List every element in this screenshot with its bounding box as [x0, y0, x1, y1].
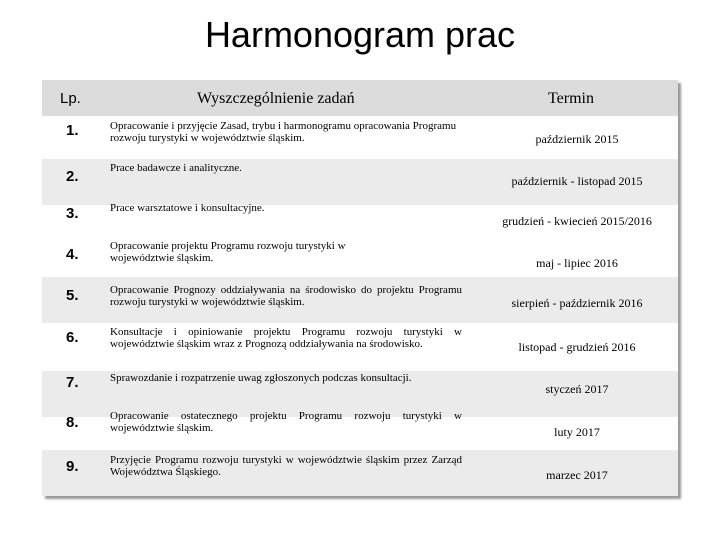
- row-term: sierpień - październik 2016: [511, 296, 643, 310]
- row-term: listopad - grudzień 2016: [518, 340, 636, 354]
- row-number: 7.: [66, 374, 79, 391]
- row-term: luty 2017: [554, 425, 600, 439]
- page-title: Harmonogram prac: [204, 14, 516, 55]
- row-term: styczeń 2017: [545, 382, 609, 396]
- row-number: 1.: [66, 122, 79, 139]
- row-number: 2.: [66, 168, 79, 185]
- row-description: Opracowanie projektu Programu rozwoju turystyki w województwie śląskim.: [110, 240, 346, 264]
- row-number: 5.: [66, 287, 79, 304]
- row-description: Opracowanie ostatecznego projektu Programu rozwoju turystyki w województwie śląskim.: [110, 410, 462, 434]
- row-number: 6.: [66, 329, 79, 346]
- row-term: marzec 2017: [546, 468, 608, 482]
- header-lp: Lp.: [60, 90, 81, 107]
- row-term: maj - lipiec 2016: [536, 256, 618, 270]
- row-description: Prace badawcze i analityczne.: [110, 162, 242, 174]
- row-description: Prace warsztatowe i konsultacyjne.: [110, 202, 265, 214]
- schedule-table: [42, 80, 678, 496]
- header-term: Termin: [548, 90, 594, 107]
- row-number: 3.: [66, 205, 79, 222]
- row-term: październik 2015: [535, 132, 619, 146]
- row-description: Opracowanie i przyjęcie Zasad, trybu i harmonogramu opracowania Programu rozwoju turystyki w województwie śląskim.: [110, 120, 457, 144]
- row-term: grudzień - kwiecień 2015/2016: [502, 214, 652, 228]
- row-term: październik - listopad 2015: [511, 174, 643, 188]
- row-description: Sprawozdanie i rozpatrzenie uwag zgłoszonych podczas konsultacji.: [110, 372, 412, 384]
- row-description: Przyjęcie Programu rozwoju turystyki w województwie śląskim przez Zarząd Województwa Śląskiego.: [110, 454, 462, 478]
- header-description: Wyszczególnienie zadań: [197, 90, 355, 107]
- table-header: [42, 80, 678, 116]
- row-number: 8.: [66, 414, 79, 431]
- row-description: Konsultacje i opiniowanie projektu Programu rozwoju turystyki w województwie śląskim wraz z Prognozą oddziaływania na środowisko.: [110, 326, 462, 350]
- row-number: 4.: [66, 246, 79, 263]
- row-description: Opracowanie Prognozy oddziaływania na środowisko do projektu Programu rozwoju turystyki w województwie śląskim.: [110, 284, 462, 308]
- row-number: 9.: [66, 458, 79, 475]
